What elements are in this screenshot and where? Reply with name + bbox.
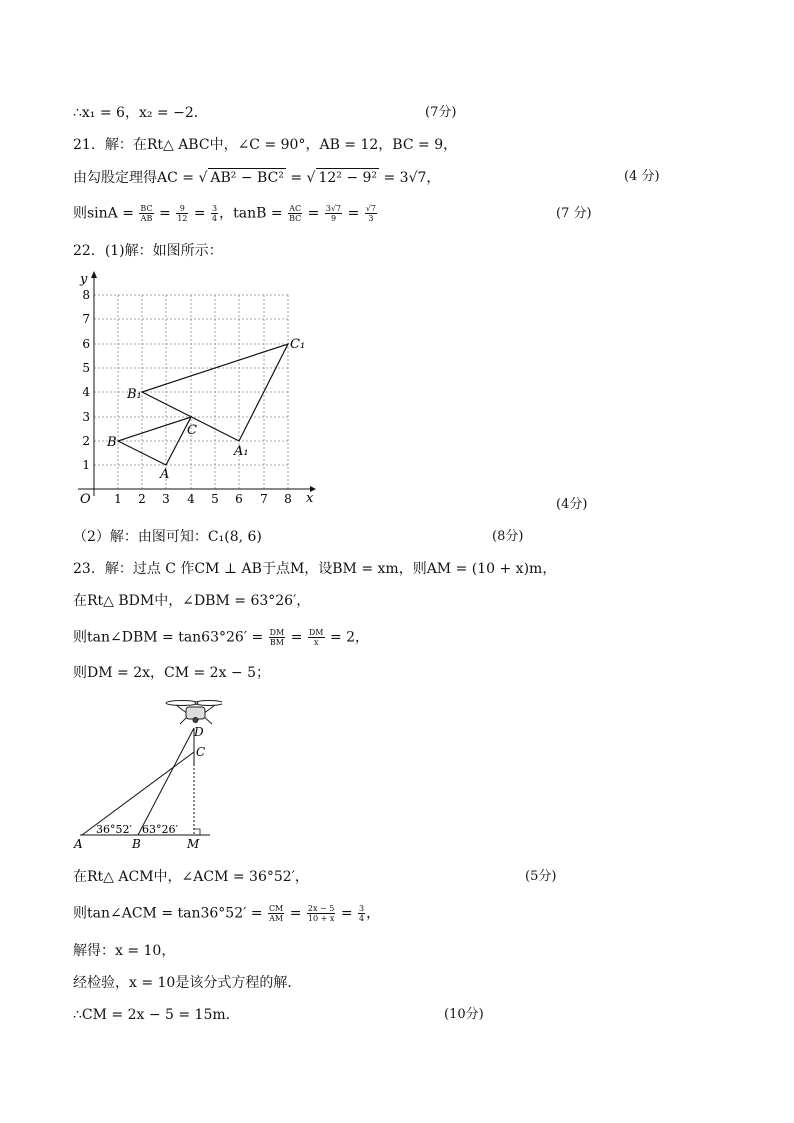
q21-line2-prefix: 由勾股定理得AC =: [73, 170, 199, 186]
q22-graph-score: (4分): [556, 497, 588, 512]
q23-line2: 在Rt△ BDM中，∠DBM = 63°26′，: [73, 593, 311, 609]
q23-score2: (10分): [444, 1007, 484, 1022]
q23-line5: 在Rt△ ACM中，∠ACM = 36°52′，: [73, 869, 309, 885]
y-tick-2: 2: [82, 434, 90, 448]
y-tick-6: 6: [82, 337, 90, 351]
frac-bc-ab: $\frac{BC}{AB}$: [140, 204, 153, 223]
label-d: D: [194, 725, 204, 739]
x-axis-label: x: [306, 491, 314, 506]
q22-score2: (8分): [492, 529, 524, 544]
x-tick-1: 1: [114, 492, 122, 506]
point-b1-label: B₁: [127, 387, 142, 402]
label-b: B: [132, 837, 141, 851]
q23-line1: 23．解：过点 C 作CM ⊥ AB于点M，设BM = xm，则AM = (10 + x)m，: [73, 561, 557, 577]
q21-line2-end: = 3√7，: [379, 170, 441, 186]
point-c-label: C: [187, 423, 197, 438]
y-tick-7: 7: [82, 312, 90, 326]
x-tick-4: 4: [187, 492, 195, 506]
q22-line1: 22．(1)解：如图所示：: [73, 243, 223, 259]
x-tick-5: 5: [211, 492, 219, 506]
frac-3r7-9: $\frac{3√7}{9}$: [325, 204, 342, 223]
y-tick-3: 3: [82, 410, 90, 424]
q21-score2: (7 分): [556, 206, 592, 221]
q21-line2-mid: =: [285, 170, 307, 186]
q23-line9: ∴CM = 2x − 5 = 15m．: [73, 1007, 240, 1023]
line-bd: [138, 728, 194, 835]
q20-answer: ∴x₁ = 6，x₂ = −2．: [73, 105, 208, 121]
q23-drone-figure: [72, 694, 222, 854]
q21-line3: 则sinA = $\frac{BC}{AB}$ = $\frac{9}{12}$ = $\frac{3}{4}$ ，tanB = $\frac{AC}{BC}$ = $\frac{3√7}{9}$ = $\frac{√7}{3}$: [73, 204, 376, 223]
q20-score: (7分): [425, 105, 457, 120]
q23-line3: 则tan∠DBM = tan63°26′ = $\frac{DM}{BM}$ = $\frac{DM}{x}$ = 2，: [73, 628, 370, 647]
point-a-label: A: [160, 467, 170, 482]
q22-coordinate-graph: [70, 268, 330, 508]
angle-b-label: 63°26′: [142, 823, 178, 836]
origin-label: O: [80, 492, 91, 507]
y-tick-1: 1: [82, 458, 90, 472]
q22-line2: （2）解：由图可知：C₁(8, 6): [73, 529, 262, 545]
grid-lines: [94, 295, 288, 489]
q23-line7: 解得：x = 10，: [73, 943, 176, 959]
frac-ac-bc: $\frac{AC}{BC}$: [289, 204, 302, 223]
label-c: C: [196, 745, 206, 759]
frac-9-12: $\frac{9}{12}$: [177, 204, 188, 223]
y-tick-5: 5: [82, 361, 90, 375]
q21-score1: (4 分): [624, 169, 660, 184]
frac-2x5-10x: $\frac{2x - 5}{10 + x}$: [307, 904, 335, 923]
x-tick-7: 7: [260, 492, 268, 506]
label-a: A: [74, 837, 83, 851]
x-tick-2: 2: [138, 492, 146, 506]
q21-line2: 由勾股定理得AC = √ AB² − BC² = √ 12² − 9² = 3√7，: [73, 170, 441, 186]
frac-r7-3: $\frac{√7}{3}$: [365, 204, 376, 223]
x-tick-8: 8: [284, 492, 292, 506]
q23-line4: 则DM = 2x，CM = 2x − 5；: [73, 665, 271, 681]
y-axis-arrow: [91, 271, 97, 278]
frac-dm-bm: $\frac{DM}{BM}$: [269, 628, 285, 647]
y-tick-8: 8: [82, 288, 90, 302]
x-tick-3: 3: [162, 492, 170, 506]
q21-line1: 21．解：在Rt△ ABC中，∠C = 90°，AB = 12，BC = 9，: [73, 137, 458, 153]
frac-3-4: $\frac{3}{4}$: [212, 204, 218, 223]
q21-root1: AB² − BC²: [210, 170, 284, 186]
frac-cm-am: $\frac{CM}{AM}$: [268, 904, 284, 923]
y-axis-label: y: [80, 272, 88, 287]
drone-icon: [166, 701, 222, 725]
q23-line6: 则tan∠ACM = tan36°52′ = $\frac{CM}{AM}$ = $\frac{2x - 5}{10 + x}$ = $\frac{3}{4}$ ，: [73, 904, 381, 923]
frac-dm-x: $\frac{DM}{x}$: [308, 628, 324, 647]
q21-root2: 12² − 9²: [318, 170, 378, 186]
q23-score1: (5分): [525, 869, 557, 884]
label-m: M: [187, 837, 200, 851]
point-a1-label: A₁: [234, 444, 249, 459]
y-tick-4: 4: [82, 385, 90, 399]
angle-a-label: 36°52′: [96, 823, 132, 836]
point-c1-label: C₁: [290, 337, 306, 352]
q21-line3-prefix: 则sinA =: [73, 205, 139, 222]
frac-3-4-b: $\frac{3}{4}$: [359, 904, 365, 923]
x-tick-6: 6: [235, 492, 243, 506]
point-b-label: B: [107, 435, 117, 450]
right-angle-mark: [194, 829, 200, 835]
q23-line8: 经检验，x = 10是该分式方程的解．: [73, 975, 302, 991]
